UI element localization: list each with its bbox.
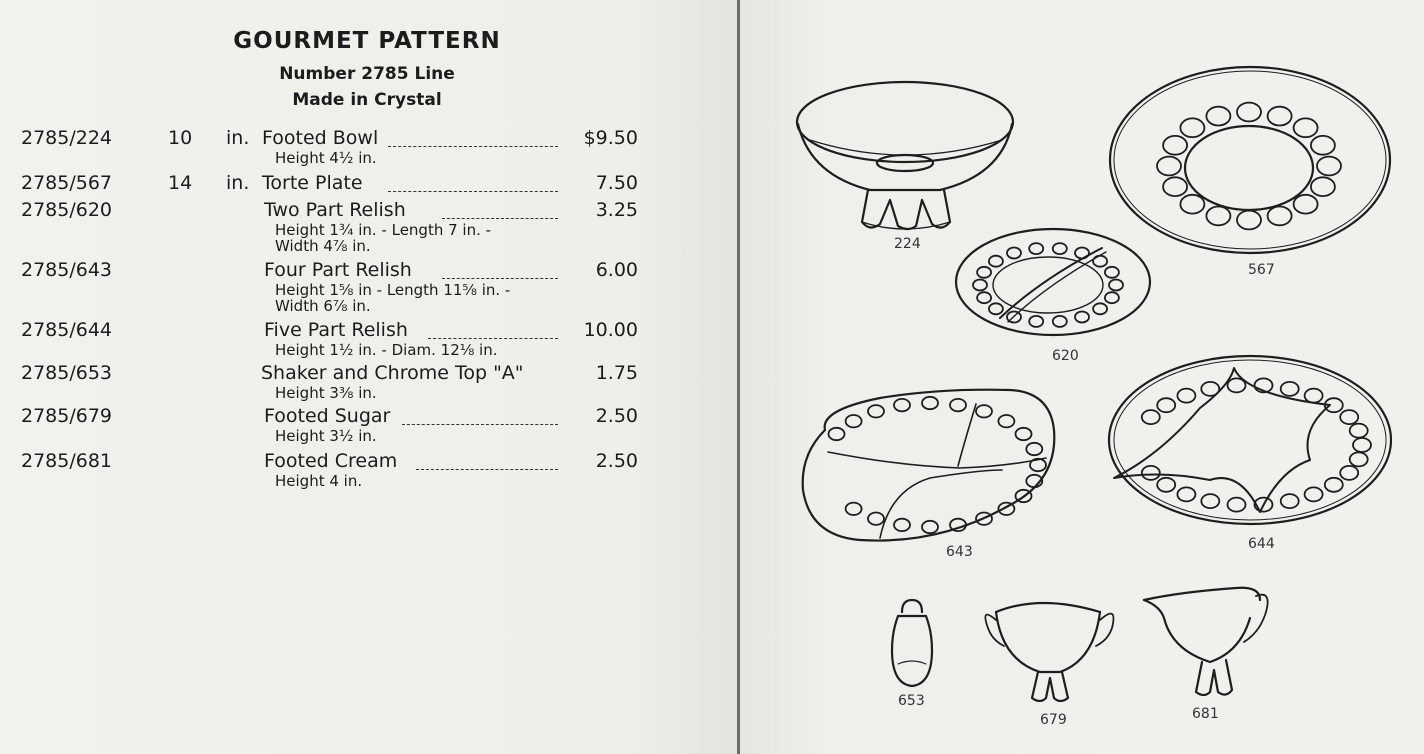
- item-name: Four Part Relish: [264, 259, 412, 281]
- item-detail: Height 1½ in. - Diam. 12⅛ in.: [275, 341, 498, 359]
- material-subtitle: Made in Crystal: [292, 90, 442, 110]
- item-detail: Height 3⅜ in.: [275, 384, 377, 402]
- dot-leader: [388, 191, 558, 192]
- figure-label: 653: [898, 693, 925, 709]
- shaker-drawing: [892, 600, 932, 686]
- item-name: Two Part Relish: [264, 199, 406, 221]
- item-unit: in.: [226, 172, 250, 194]
- item-detail: Height 4 in.: [275, 472, 363, 490]
- torte-plate-drawing: [1110, 67, 1390, 253]
- page-title: GOURMET PATTERN: [233, 28, 501, 54]
- item-price: 2.50: [595, 450, 638, 472]
- item-price: 1.75: [595, 362, 638, 384]
- item-name: Torte Plate: [262, 172, 363, 194]
- item-detail: Height 3½ in.: [275, 427, 377, 445]
- dot-leader: [428, 338, 558, 339]
- item-name: Footed Sugar: [264, 405, 391, 427]
- item-number: 2785/620: [21, 199, 113, 221]
- item-number: 2785/643: [21, 259, 113, 281]
- dot-leader: [388, 146, 558, 147]
- item-size: 14: [168, 172, 193, 194]
- figure-label: 644: [1248, 536, 1275, 552]
- four-part-relish-drawing: [803, 390, 1055, 541]
- figure-label: 681: [1192, 706, 1219, 722]
- right-page: [740, 0, 1424, 754]
- dot-leader: [442, 218, 558, 219]
- item-price: 7.50: [595, 172, 638, 194]
- item-size: 10: [168, 127, 193, 149]
- footed-bowl-drawing: [797, 82, 1013, 229]
- item-detail: Height 1⅝ in - Length 11⅝ in. -: [275, 281, 511, 299]
- item-number: 2785/224: [21, 127, 113, 149]
- five-part-relish-drawing: [1109, 356, 1391, 524]
- item-detail: Height 1¾ in. - Length 7 in. -: [275, 221, 492, 239]
- item-price: $9.50: [583, 127, 638, 149]
- figure-label: 620: [1052, 348, 1079, 364]
- two-part-relish-drawing: [956, 229, 1150, 335]
- item-detail: Width 6⅞ in.: [275, 297, 371, 315]
- item-price: 3.25: [595, 199, 638, 221]
- item-name: Five Part Relish: [264, 319, 408, 341]
- item-number: 2785/681: [21, 450, 113, 472]
- line-subtitle: Number 2785 Line: [279, 64, 455, 84]
- figure-label: 567: [1248, 262, 1275, 278]
- footed-sugar-drawing: [985, 603, 1113, 701]
- item-name: Footed Bowl: [262, 127, 379, 149]
- item-detail: Height 4½ in.: [275, 149, 377, 167]
- dot-leader: [442, 278, 558, 279]
- dot-leader: [402, 424, 558, 425]
- glassware-illustrations: [740, 0, 1424, 754]
- item-number: 2785/567: [21, 172, 113, 194]
- item-price: 6.00: [595, 259, 638, 281]
- item-number: 2785/653: [21, 362, 113, 384]
- figure-label: 643: [946, 544, 973, 560]
- item-name: Footed Cream: [264, 450, 398, 472]
- item-detail: Width 4⅞ in.: [275, 237, 371, 255]
- item-price: 2.50: [595, 405, 638, 427]
- figure-label: 224: [894, 236, 921, 252]
- footed-cream-drawing: [1144, 588, 1268, 695]
- item-number: 2785/679: [21, 405, 113, 427]
- item-number: 2785/644: [21, 319, 113, 341]
- item-unit: in.: [226, 127, 250, 149]
- dot-leader: [416, 469, 558, 470]
- item-name: Shaker and Chrome Top "A": [261, 362, 524, 384]
- item-price: 10.00: [583, 319, 638, 341]
- figure-label: 679: [1040, 712, 1067, 728]
